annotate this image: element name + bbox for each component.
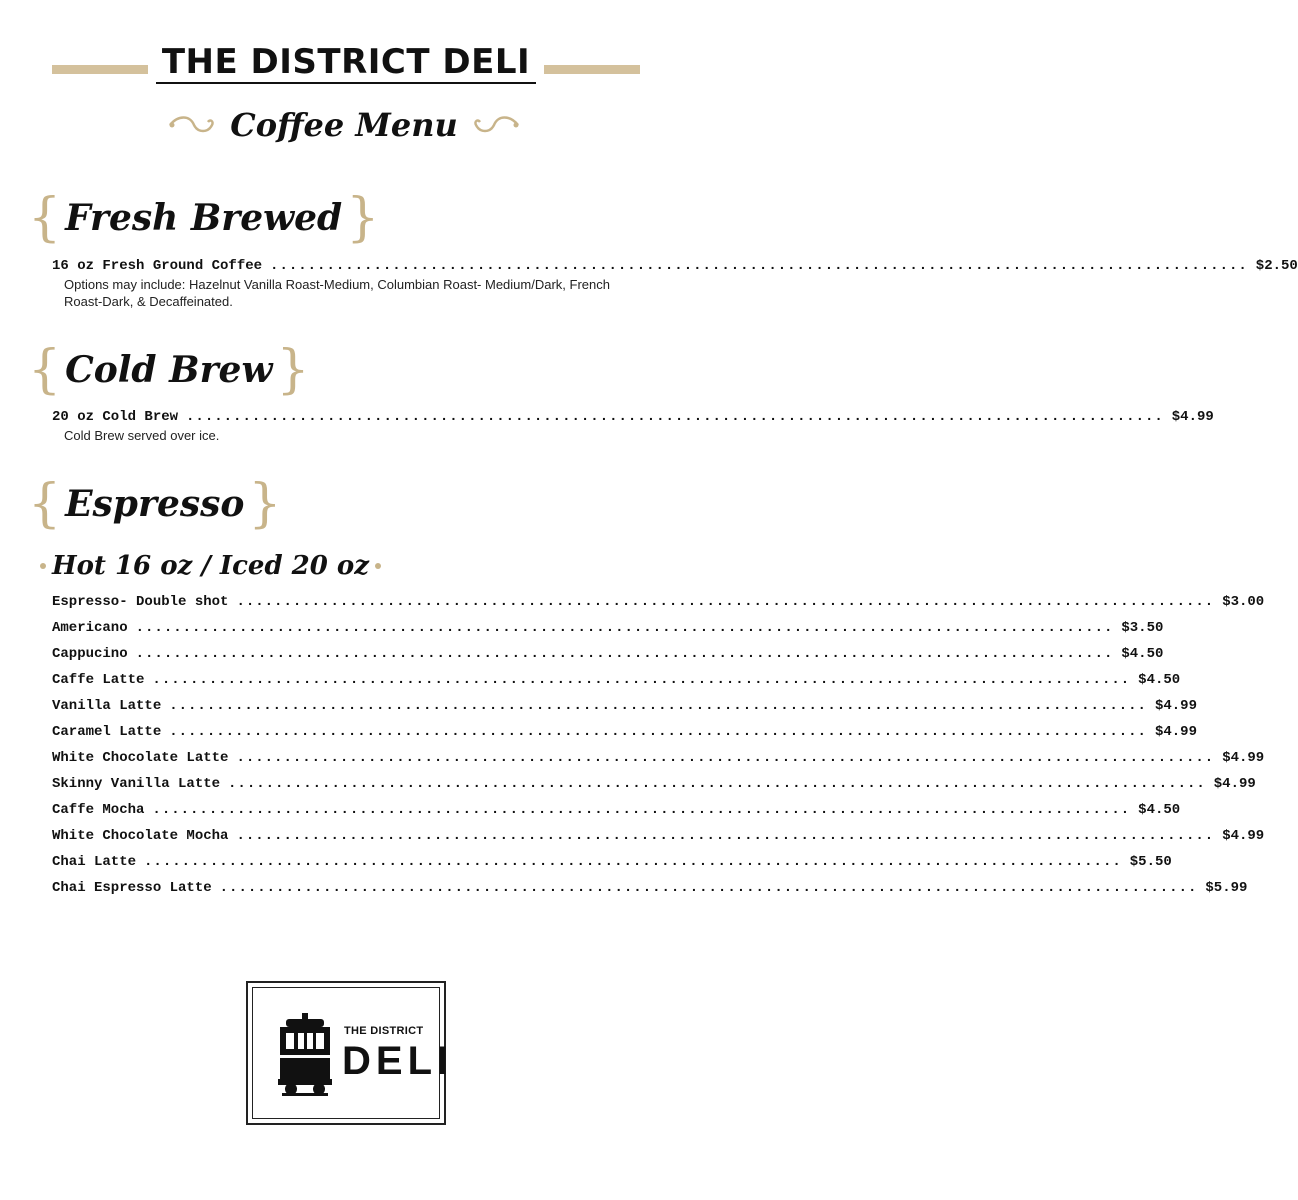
menu-item-name: Vanilla Latte	[52, 698, 162, 714]
leader-dots: ........................................................................................................	[169, 724, 1147, 740]
bullet-dot-icon	[40, 563, 46, 569]
section-espresso-heading	[28, 474, 281, 534]
coffee-menu-title: Coffee Menu	[230, 106, 458, 144]
menu-item-name: Caffe Mocha	[52, 802, 145, 818]
menu-item-name: White Chocolate Mocha	[52, 828, 229, 844]
leader-dots: ........................................................................................................	[135, 646, 1114, 662]
menu-item-name: Chai Espresso Latte	[52, 880, 212, 896]
menu-item	[52, 672, 1181, 692]
menu-item-name: 16 oz Fresh Ground Coffee	[52, 258, 263, 274]
menu-item-price: $2.50	[1255, 258, 1298, 274]
menu-item-price: $4.99	[1171, 409, 1214, 425]
section-title: Fresh Brewed	[65, 197, 343, 239]
leader-dots: ........................................................................................................	[236, 828, 1215, 844]
menu-item-price: $5.99	[1205, 880, 1248, 896]
espresso-size-heading	[40, 546, 381, 586]
menu-item	[52, 724, 1197, 744]
logo-big-text: DELI	[342, 1039, 454, 1083]
header-bar-left	[52, 65, 148, 74]
menu-item	[52, 828, 1265, 848]
menu-item-name: Skinny Vanilla Latte	[52, 776, 221, 792]
menu-item	[52, 620, 1164, 640]
menu-item	[52, 646, 1164, 666]
menu-item-price: $4.50	[1138, 672, 1181, 688]
leader-dots: ........................................................................................................	[144, 854, 1122, 870]
menu-item-price: $4.99	[1154, 724, 1197, 740]
brace-right-icon: }	[248, 474, 282, 534]
menu-item-price: $3.00	[1222, 594, 1265, 610]
menu-item-price: $4.50	[1121, 646, 1164, 662]
section-title: Cold Brew	[65, 349, 273, 391]
menu-item-price: $4.99	[1222, 750, 1265, 766]
item-description: Options may include: Hazelnut Vanilla Roast-Medium, Columbian Roast- Medium/Dark, French Roast-Dark, & Decaffeinated.	[64, 277, 610, 309]
leader-dots: ........................................................................................................	[270, 258, 1248, 274]
leader-dots: ........................................................................................................	[135, 620, 1114, 636]
menu-item	[52, 802, 1181, 822]
leader-dots: ........................................................................................................	[152, 802, 1131, 818]
leader-dots: ........................................................................................................	[186, 409, 1164, 425]
menu-subtitle	[0, 106, 688, 156]
swirl-ornament-left-icon	[168, 113, 220, 137]
item-description: Cold Brew served over ice.	[64, 428, 220, 443]
page-title: THE DISTRICT DELI	[156, 42, 536, 84]
menu-item-name: Cappucino	[52, 646, 128, 662]
menu-item-price: $4.99	[1222, 828, 1265, 844]
header-bar-right	[544, 65, 640, 74]
menu-item	[52, 258, 1298, 278]
menu-item-name: 20 oz Cold Brew	[52, 409, 179, 425]
brace-right-icon: }	[346, 188, 380, 248]
leader-dots: ........................................................................................................	[236, 594, 1215, 610]
menu-item	[52, 594, 1265, 614]
brace-left-icon: {	[28, 340, 62, 400]
menu-item	[52, 409, 1214, 429]
bullet-dot-icon	[375, 563, 381, 569]
trolley-icon	[278, 1013, 332, 1097]
leader-dots: ........................................................................................................	[152, 672, 1131, 688]
menu-item-name: Espresso- Double shot	[52, 594, 229, 610]
menu-item-price: $4.50	[1138, 802, 1181, 818]
swirl-ornament-right-icon	[468, 113, 520, 137]
menu-item-name: Caffe Latte	[52, 672, 145, 688]
menu-item-name: Caramel Latte	[52, 724, 162, 740]
section-cold-brew-heading	[28, 340, 310, 400]
size-subtitle: Hot 16 oz / Iced 20 oz	[52, 551, 370, 581]
menu-item	[52, 776, 1256, 796]
menu-item	[52, 698, 1197, 718]
menu-item-price: $3.50	[1121, 620, 1164, 636]
leader-dots: ........................................................................................................	[236, 750, 1215, 766]
leader-dots: ........................................................................................................	[219, 880, 1198, 896]
menu-item-price: $4.99	[1154, 698, 1197, 714]
logo-small-text: THE DISTRICT	[344, 1025, 424, 1037]
menu-item	[52, 854, 1172, 874]
section-fresh-brewed-heading	[28, 188, 379, 248]
brace-left-icon: {	[28, 188, 62, 248]
menu-item-name: White Chocolate Latte	[52, 750, 229, 766]
menu-header	[52, 40, 640, 84]
brace-right-icon: }	[276, 340, 310, 400]
district-deli-logo	[246, 981, 454, 1125]
section-title: Espresso	[65, 483, 245, 525]
menu-item-name: Americano	[52, 620, 128, 636]
leader-dots: ........................................................................................................	[228, 776, 1206, 792]
menu-item-price: $5.50	[1129, 854, 1172, 870]
brace-left-icon: {	[28, 474, 62, 534]
menu-item-price: $4.99	[1213, 776, 1256, 792]
leader-dots: ........................................................................................................	[169, 698, 1147, 714]
menu-item	[52, 880, 1248, 900]
menu-item	[52, 750, 1265, 770]
menu-item-name: Chai Latte	[52, 854, 137, 870]
